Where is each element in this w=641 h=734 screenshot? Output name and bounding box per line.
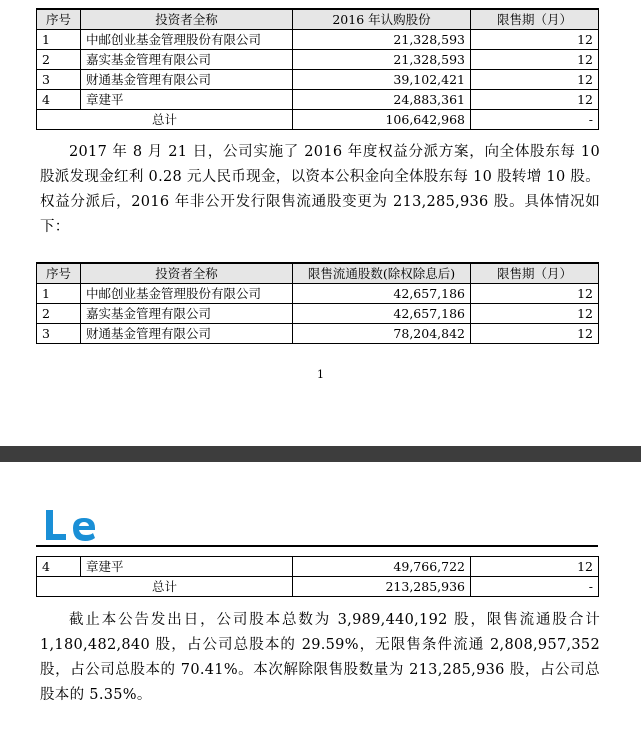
table-row: [37, 557, 599, 577]
cell-investor: 中邮创业基金管理股份有限公司: [81, 284, 293, 304]
cell-investor: 章建平: [81, 557, 293, 577]
cell-lockup: 12: [471, 557, 599, 577]
cell-investor: 中邮创业基金管理股份有限公司: [81, 30, 293, 50]
total-label: 总计: [37, 110, 293, 130]
cell-index: 2: [37, 304, 81, 324]
cell-lockup: 12: [471, 50, 599, 70]
cell-index: 3: [37, 70, 81, 90]
cell-lockup: 12: [471, 30, 599, 50]
cell-lockup: 12: [471, 284, 599, 304]
table-total-row: [37, 110, 599, 130]
total-shares: 213,285,936: [293, 577, 471, 597]
table-row: [37, 304, 599, 324]
col-header-restricted-shares: 限售流通股数(除权除息后): [293, 263, 471, 284]
table-row: [37, 70, 599, 90]
cell-index: 1: [37, 30, 81, 50]
cell-shares: 39,102,421: [293, 70, 471, 90]
subscription-table: [36, 8, 599, 130]
page-2: [0, 462, 641, 734]
restricted-shares-table: [36, 262, 599, 344]
cell-shares: 21,328,593: [293, 50, 471, 70]
table-total-row: [37, 577, 599, 597]
page-separator: [0, 446, 641, 462]
col-header-index: 序号: [37, 9, 81, 30]
cell-index: 4: [37, 557, 81, 577]
col-header-shares: 2016 年认购股份: [293, 9, 471, 30]
header-rule: [36, 545, 598, 547]
table-row: [37, 284, 599, 304]
cell-index: 1: [37, 284, 81, 304]
cell-investor: 财通基金管理有限公司: [81, 324, 293, 344]
col-header-lockup: 限售期（月）: [471, 263, 599, 284]
total-lockup: -: [471, 577, 599, 597]
page-number: 1: [317, 368, 324, 381]
cell-investor: 章建平: [81, 90, 293, 110]
cell-index: 3: [37, 324, 81, 344]
letv-logo: [44, 508, 100, 542]
table-row: [37, 50, 599, 70]
restricted-shares-table-continued: [36, 556, 599, 597]
table-header-row: [37, 263, 599, 284]
total-label: 总计: [37, 577, 293, 597]
cell-shares: 42,657,186: [293, 304, 471, 324]
cell-index: 4: [37, 90, 81, 110]
table-row: [37, 90, 599, 110]
cell-lockup: 12: [471, 70, 599, 90]
cell-investor: 嘉实基金管理有限公司: [81, 50, 293, 70]
cell-shares: 78,204,842: [293, 324, 471, 344]
col-header-investor: 投资者全称: [81, 263, 293, 284]
share-capital-paragraph: 截止本公告发出日，公司股本总数为 3,989,440,192 股，限售流通股合计 1,180,482,840 股，占公司总股本的 29.59%，无限售条件流通 2,808,957,352 股，占公司总股本的 70.41%。本次解除限售股数量为 213,285,936 股，占公司总股本的 5.35%。: [40, 612, 600, 703]
col-header-index: 序号: [37, 263, 81, 284]
total-lockup: -: [471, 110, 599, 130]
cell-investor: 财通基金管理有限公司: [81, 70, 293, 90]
cell-lockup: 12: [471, 324, 599, 344]
cell-investor: 嘉实基金管理有限公司: [81, 304, 293, 324]
cell-shares: 24,883,361: [293, 90, 471, 110]
cell-lockup: 12: [471, 90, 599, 110]
col-header-lockup: 限售期（月）: [471, 9, 599, 30]
cell-shares: 49,766,722: [293, 557, 471, 577]
cell-lockup: 12: [471, 304, 599, 324]
total-shares: 106,642,968: [293, 110, 471, 130]
col-header-investor: 投资者全称: [81, 9, 293, 30]
cell-shares: 21,328,593: [293, 30, 471, 50]
table-row: [37, 30, 599, 50]
table-row: [37, 324, 599, 344]
table-header-row: [37, 9, 599, 30]
cell-index: 2: [37, 50, 81, 70]
cell-shares: 42,657,186: [293, 284, 471, 304]
dividend-paragraph: 2017 年 8 月 21 日，公司实施了 2016 年度权益分派方案，向全体股东每 10 股派发现金红利 0.28 元人民币现金，以资本公积金向全体股东每 10 股转增 10 股。权益分派后，2016 年非公开发行限售流通股变更为 213,285,936 股。具体情况如下：: [40, 144, 600, 235]
